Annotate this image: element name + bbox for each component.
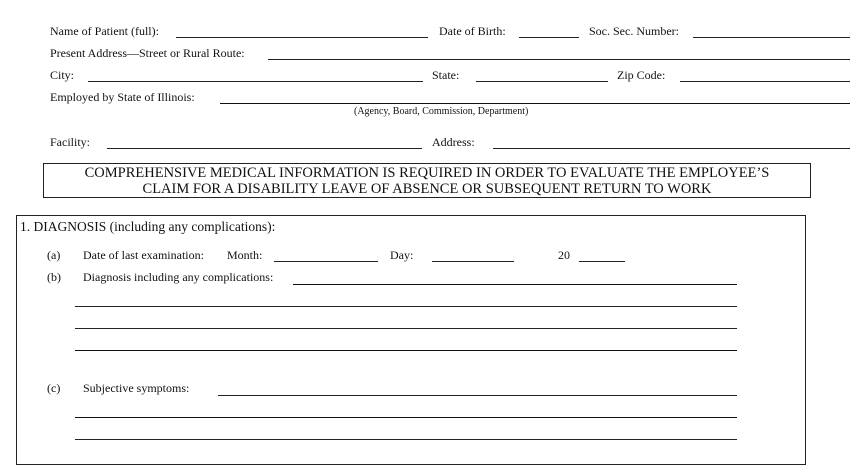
employed-label: Employed by State of Illinois: <box>50 90 195 104</box>
month-label: Month: <box>227 248 263 262</box>
dob-field[interactable] <box>519 37 579 38</box>
symptoms-label: Subjective symptoms: <box>83 381 190 395</box>
item-c-marker: (c) <box>47 381 61 395</box>
diagnosis-field-line-3[interactable] <box>75 328 737 329</box>
symptoms-field-line-1[interactable] <box>218 395 737 396</box>
diagnosis-title: 1. DIAGNOSIS (including any complications): <box>20 219 276 234</box>
city-label: City: <box>50 68 75 82</box>
day-label: Day: <box>390 248 414 262</box>
diagnosis-field-line-4[interactable] <box>75 350 737 351</box>
patient-name-field[interactable] <box>176 37 428 38</box>
item-b-marker: (b) <box>47 270 61 284</box>
ssn-label: Soc. Sec. Number: <box>589 24 679 38</box>
agency-hint: (Agency, Board, Commission, Department) <box>354 106 529 117</box>
banner-line-2: CLAIM FOR A DISABILITY LEAVE OF ABSENCE OR SUBSEQUENT RETURN TO WORK <box>142 181 712 197</box>
address-label: Present Address—Street or Rural Route: <box>50 46 245 60</box>
zip-field[interactable] <box>680 81 850 82</box>
employer-field[interactable] <box>220 103 850 104</box>
item-a-marker: (a) <box>47 248 61 262</box>
dob-label: Date of Birth: <box>439 24 506 38</box>
symptoms-field-line-2[interactable] <box>75 417 737 418</box>
diagnosis-field-line-1[interactable] <box>293 284 737 285</box>
ssn-field[interactable] <box>693 37 850 38</box>
facility-field[interactable] <box>107 148 422 149</box>
facility-address-field[interactable] <box>493 148 850 149</box>
year-prefix: 20 <box>558 248 570 262</box>
state-field[interactable] <box>476 81 608 82</box>
diagnosis-label: Diagnosis including any complications: <box>83 270 274 284</box>
day-field[interactable] <box>432 261 514 262</box>
city-field[interactable] <box>88 81 423 82</box>
banner-line-1: COMPREHENSIVE MEDICAL INFORMATION IS REQUIRED IN ORDER TO EVALUATE THE EMPLOYEE’S <box>84 165 770 181</box>
diagnosis-field-line-2[interactable] <box>75 306 737 307</box>
symptoms-field-line-3[interactable] <box>75 439 737 440</box>
address-field[interactable] <box>268 59 850 60</box>
zip-label: Zip Code: <box>617 68 666 82</box>
facility-address-label: Address: <box>432 135 475 149</box>
facility-label: Facility: <box>50 135 90 149</box>
state-label: State: <box>432 68 460 82</box>
month-field[interactable] <box>274 261 378 262</box>
patient-name-label: Name of Patient (full): <box>50 24 159 38</box>
last-exam-label: Date of last examination: <box>83 248 204 262</box>
medical-info-banner <box>43 163 811 198</box>
year-field[interactable] <box>579 261 625 262</box>
